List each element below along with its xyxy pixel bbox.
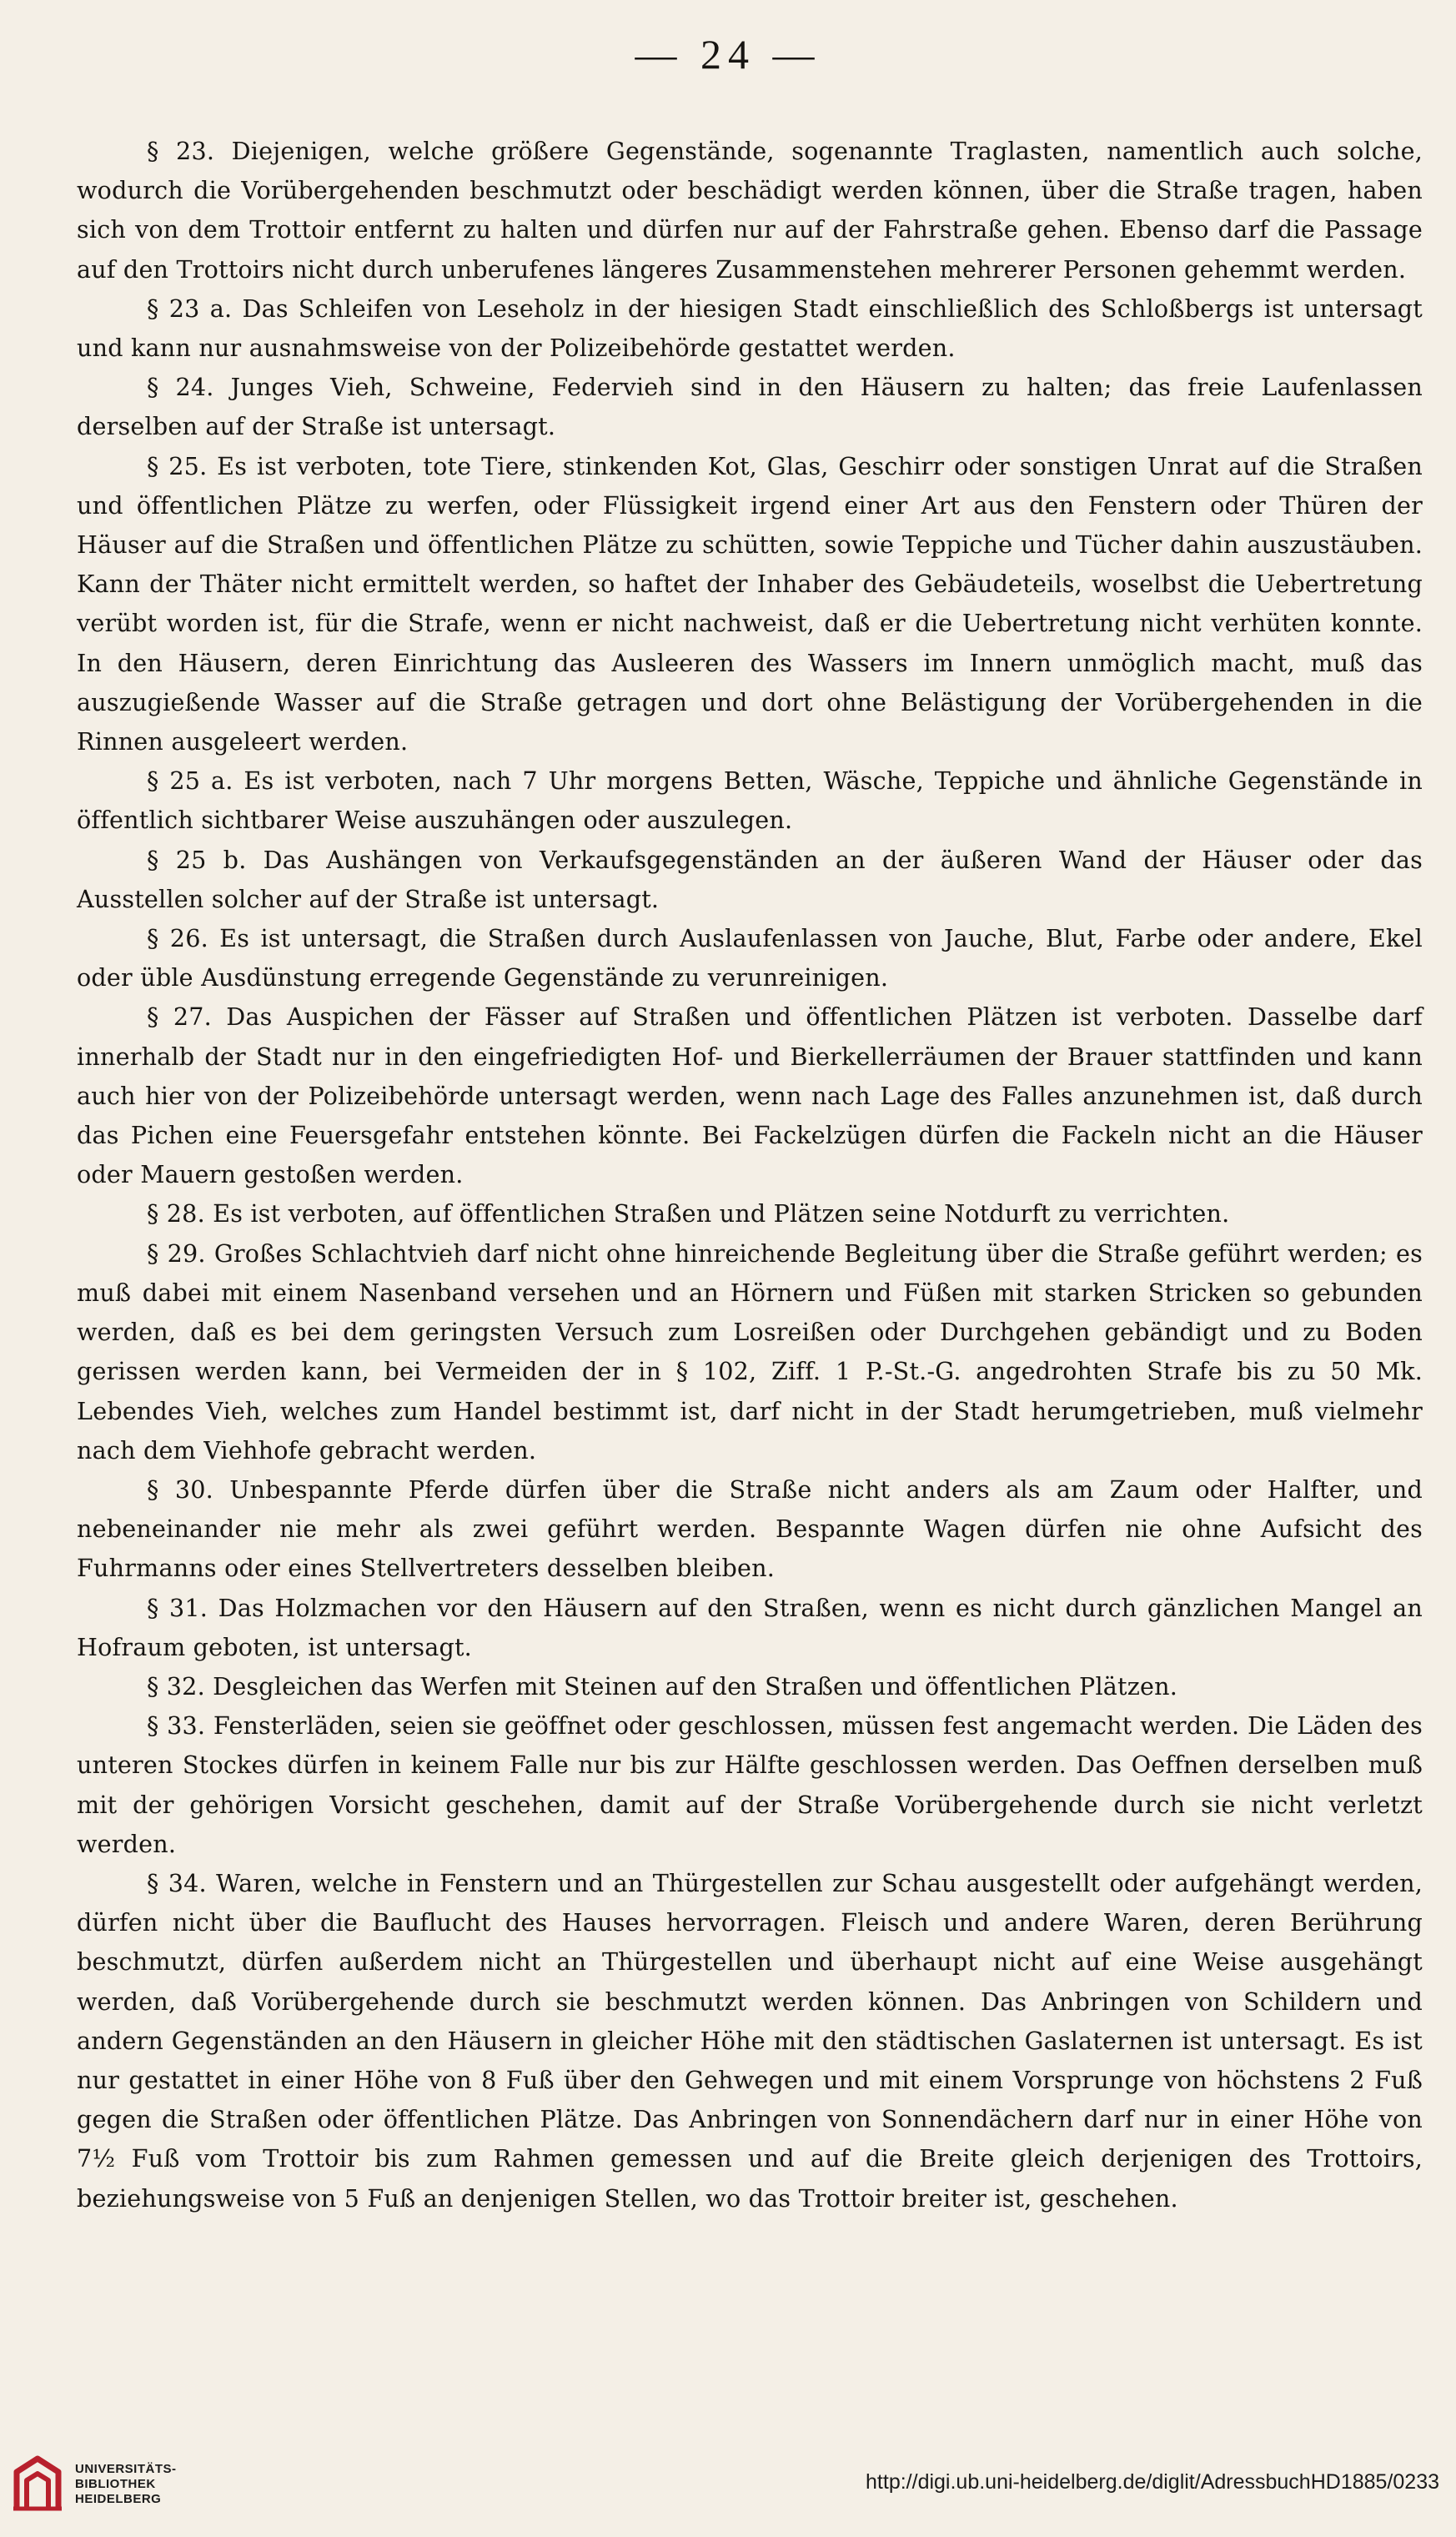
paragraph-section-25a: § 25 a. Es ist verboten, nach 7 Uhr morgens Betten, Wäsche, Teppiche und ähnliche Gegenstände in öffentlich sichtbarer Weise auszuhängen oder auszulegen. <box>77 766 1423 835</box>
paragraph-section-23a: § 23 a. Das Schleifen von Leseholz in der hiesigen Stadt einschließlich des Schloßbergs ist untersagt und kann nur ausnahmsweise von der Polizeibehörde gestattet werden. <box>77 294 1423 363</box>
paragraph-section-23: § 23. Diejenigen, welche größere Gegenstände, sogenannte Traglasten, namentlich auch solche, wodurch die Vorübergehenden beschmutzt oder beschädigt werden können, über die Straße tragen, haben sich von dem Trottoir entfernt zu halten und dürfen nur auf der Fahrstraße gehen. Ebenso darf die Passage auf den Trottoirs nicht durch unberufenes längeres Zusammenstehen mehrerer Personen gehemmt werden. <box>77 137 1423 284</box>
paragraph-section-31: § 31. Das Holzmachen vor den Häusern auf den Straßen, wenn es nicht durch gänzlichen Mangel an Hofraum geboten, ist untersagt. <box>77 1593 1423 1661</box>
paragraph-section-25b: § 25 b. Das Aushängen von Verkaufsgegenständen an der äußeren Wand der Häuser oder das Ausstellen solcher auf der Straße ist untersagt. <box>77 845 1423 913</box>
library-logo[interactable] <box>10 2444 202 2527</box>
logo-line-1: UNIVERSITÄTS- <box>75 2462 177 2476</box>
paragraph-section-30: § 30. Unbespannte Pferde dürfen über die Straße nicht anders als am Zaum oder Halfter, und nebeneinander nie mehr als zwei geführt werden. Bespannte Wagen dürfen nie ohne Aufsicht des Fuhrmanns oder eines Stellvertreters desselben bleiben. <box>77 1474 1423 1583</box>
paragraph-section-28: § 28. Es ist verboten, auf öffentlichen Straßen und Plätzen seine Notdurft zu verrichten. <box>147 1199 1230 1228</box>
logo-line-2: BIBLIOTHEK <box>75 2477 156 2491</box>
paragraph-section-26: § 26. Es ist untersagt, die Straßen durch Auslaufenlassen von Jauche, Blut, Farbe oder andere, Ekel oder üble Ausdünstung erregende Gegenstände zu verunreinigen. <box>77 924 1423 992</box>
library-logo-icon <box>10 2452 65 2514</box>
paragraph-section-27: § 27. Das Auspichen der Fässer auf Straßen und öffentlichen Plätzen ist verboten. Dasselbe darf innerhalb der Stadt nur in den eingefriedigten Hof- und Bierkellerräumen der Brauer stattfinden und kann auch hier von der Polizeibehörde untersagt werden, wenn nach Lage des Falles anzunehmen ist, daß durch das Pichen eine Feuersgefahr entstehen könnte. Bei Fackelzügen dürfen die Fackeln nicht an die Häuser oder Mauern gestoßen werden. <box>77 1002 1423 1189</box>
paragraph-section-32: § 32. Desgleichen das Werfen mit Steinen auf den Straßen und öffentlichen Plätzen. <box>147 1671 1178 1701</box>
paragraph-section-34: § 34. Waren, welche in Fenstern und an Thürgestellen zur Schau ausgestellt oder aufgehängt werden, dürfen nicht über die Bauflucht des Hauses hervorragen. Fleisch und andere Waren, deren Berührung beschmutzt, dürfen außerdem nicht an Thürgestellen und überhaupt nicht auf eine Weise ausgehängt werden, daß Vorübergehende durch sie beschmutzt werden können. Das Anbringen von Schildern und andern Gegenständen an den Häusern in gleicher Höhe mit den städtischen Gaslaternen ist untersagt. Es ist nur gestattet in einer Höhe von 8 Fuß über den Gehwegen und mit einem Vorsprunge von höchstens 2 Fuß gegen die Straßen oder öffentlichen Plätze. Das Anbringen von Sonnendächern darf nur in einer Höhe von 7½ Fuß vom Trottoir bis zum Rahmen gemessen und auf die Breite gleich derjenigen des Trottoirs, beziehungsweise von 5 Fuß an denjenigen Stellen, wo das Trottoir breiter ist, geschehen. <box>77 1868 1423 2213</box>
source-url-link[interactable]: http://digi.ub.uni-heidelberg.de/diglit/AdressbuchHD1885/0233 <box>866 2470 1439 2494</box>
logo-line-3: HEIDELBERG <box>75 2492 162 2506</box>
page-number: — 24 — <box>635 31 821 78</box>
paragraph-section-29: § 29. Großes Schlachtvieh darf nicht ohne hinreichende Begleitung über die Straße geführt werden; es muß dabei mit einem Nasenband versehen und an Hörnern und Füßen mit starken Stricken so gebunden werden, daß es bei dem geringsten Versuch zum Losreißen oder Durchgehen gebändigt und zu Boden gerissen werden kann, bei Vermeiden der in § 102, Ziff. 1 P.-St.-G. angedrohten Strafe bis zu 50 Mk. Lebendes Vieh, welches zum Handel bestimmt ist, darf nicht in der Stadt herumgetrieben, muß vielmehr nach dem Viehhofe gebracht werden. <box>77 1238 1423 1464</box>
library-logo-text <box>75 2462 177 2507</box>
paragraph-section-33: § 33. Fensterläden, seien sie geöffnet oder geschlossen, müssen fest angemacht werden. Die Läden des unteren Stockes dürfen in keinem Falle nur bis zur Hälfte geschlossen werden. Das Oeffnen derselben muß mit der gehörigen Vorsicht geschehen, damit auf der Straße Vorübergehende durch sie nicht verletzt werden. <box>77 1711 1423 1858</box>
document-body <box>77 132 1423 2218</box>
paragraph-section-24: § 24. Junges Vieh, Schweine, Federvieh sind in den Häusern zu halten; das freie Laufenlassen derselben auf der Straße ist untersagt. <box>77 373 1423 441</box>
footer-bar <box>0 2435 1456 2537</box>
paragraph-section-25: § 25. Es ist verboten, tote Tiere, stinkenden Kot, Glas, Geschirr oder sonstigen Unrat auf die Straßen und öffentlichen Plätze zu werfen, oder Flüssigkeit irgend einer Art aus den Fenstern oder Thüren der Häuser auf die Straßen und öffentlichen Plätze zu schütten, sowie Teppiche und Tücher dahin auszustäuben. Kann der Thäter nicht ermittelt werden, so haftet der Inhaber des Gebäudeteils, woselbst die Uebertretung verübt worden ist, für die Strafe, wenn er nicht nachweist, daß er die Uebertretung nicht verhüten konnte. In den Häusern, deren Einrichtung das Ausleeren des Wassers im Innern unmöglich macht, muß das auszugießende Wasser auf die Straße getragen und dort ohne Belästigung der Vorübergehenden in die Rinnen ausgeleert werden. <box>77 451 1423 756</box>
